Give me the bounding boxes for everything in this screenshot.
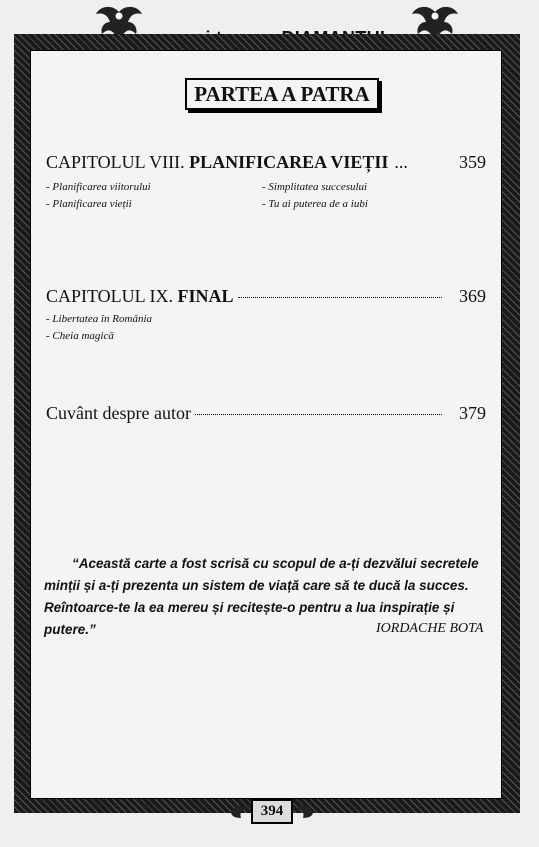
subsection-item: - Tu ai puterea de a iubi <box>262 198 368 210</box>
subsection-item: - Cheia magică <box>46 330 114 342</box>
quote-author: IORDACHE BOTA <box>376 621 484 636</box>
chapter-prefix: CAPITOLUL IX. <box>46 286 178 306</box>
leader-dots <box>238 297 442 298</box>
chapter-dots: ... <box>394 152 408 172</box>
book-quote: “Această carte a fost scrisă cu scopul de a-ți dezvălui secretele minții și a-ți prezenta un sistem de viață care să te ducă la succes. Reîntoarce-te la ea mereu și recitește-o pentru a lua inspirație și putere.” <box>44 556 479 637</box>
chapter-page: 379 <box>459 403 486 423</box>
subsection-item: - Simplitatea succesului <box>262 181 368 193</box>
toc-entry-chapter-9[interactable] <box>46 286 486 307</box>
subsection-item: - Planificarea viitorului <box>46 181 151 193</box>
chapter-prefix: Cuvânt despre autor <box>46 403 191 423</box>
page-footer <box>212 797 332 825</box>
part-title: PARTEA A PATRA <box>185 78 379 110</box>
chapter-page: 359 <box>459 152 486 172</box>
subsection-item: - Planificarea vieții <box>46 198 132 210</box>
page-number: 394 <box>251 799 294 824</box>
footer-ornament-right-icon <box>293 800 315 822</box>
chapter-title: FINAL <box>177 286 234 306</box>
chapter-page: 369 <box>459 286 486 306</box>
chapter-title: PLANIFICAREA VIEȚII <box>189 152 389 172</box>
leader-dots <box>195 414 442 415</box>
subsection-item: - Libertatea în România <box>46 313 153 325</box>
footer-ornament-left-icon <box>229 800 251 822</box>
toc-entry-about-author[interactable] <box>46 403 486 424</box>
toc-entry-chapter-8[interactable] <box>46 152 486 173</box>
chapter-prefix: CAPITOLUL VIII. <box>46 152 190 172</box>
